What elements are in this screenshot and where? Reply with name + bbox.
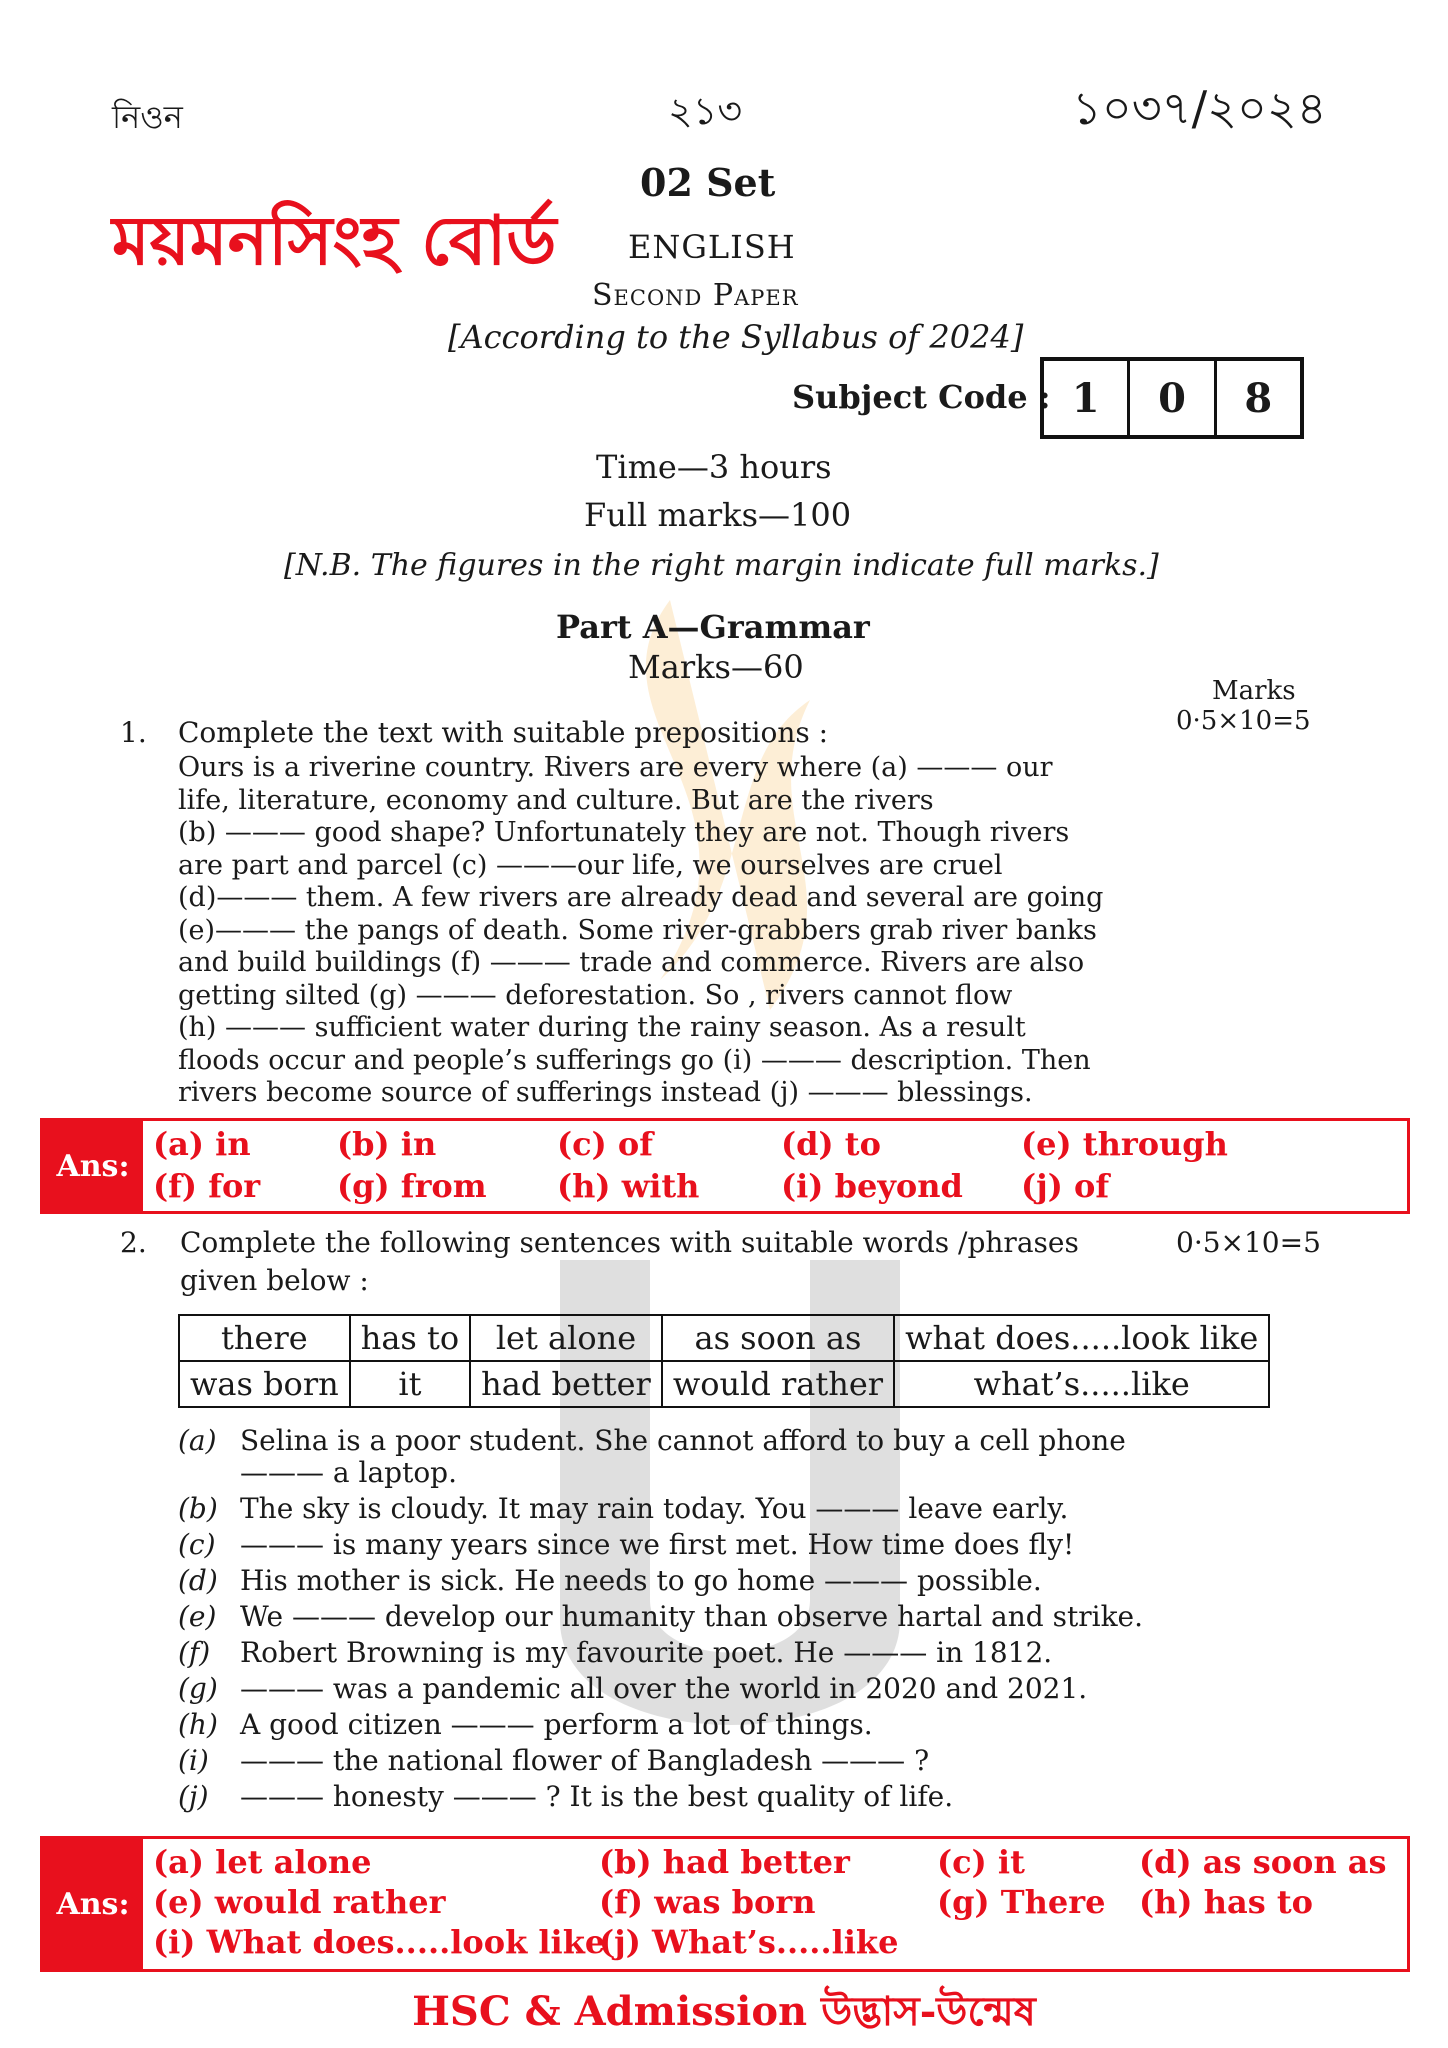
question-2-prompt-cont: given below : xyxy=(180,1264,369,1297)
item-text: ——— the national flower of Bangladesh ——— ? xyxy=(240,1744,930,1777)
item-text: ——— is many years since we first met. How time does fly! xyxy=(240,1528,1075,1561)
nb-note: [N.B. The figures in the right margin indicate full marks.] xyxy=(284,548,1159,583)
passage-line: (d)——— them. A few rivers are already dead and several are going xyxy=(178,882,1104,913)
word-bank-table xyxy=(178,1314,1270,1408)
word-bank-cell: has to xyxy=(350,1315,470,1361)
passage-line: getting silted (g) ——— deforestation. So , rivers cannot flow xyxy=(178,979,1013,1011)
item-letter: (i) xyxy=(178,1744,209,1777)
answer-item: (g) from xyxy=(337,1167,487,1205)
passage-line: (b) ——— good shape? Unfortunately they are not. Though rivers xyxy=(178,817,1070,848)
subject-code-digit: 8 xyxy=(1214,361,1300,435)
question-2-number: 2. xyxy=(120,1226,147,1259)
word-bank-cell: what’s.....like xyxy=(894,1361,1269,1407)
item-text: A good citizen ——— perform a lot of things. xyxy=(240,1708,873,1741)
word-bank-cell: there xyxy=(179,1315,350,1361)
answer-item: (i) beyond xyxy=(781,1167,963,1205)
passage-line: are part and parcel (c) ———our life, we ourselves are cruel xyxy=(178,849,1003,881)
part-marks: Marks—60 xyxy=(628,648,804,686)
sentence-item xyxy=(178,1780,953,1813)
answer-item: (d) to xyxy=(781,1125,881,1163)
answer-item: (e) through xyxy=(1021,1125,1228,1163)
passage-line: (h) ——— sufficient water during the rainy season. As a result xyxy=(178,1012,1026,1043)
footer-brand: HSC & Admission উদ্ভাস-উন্মেষ xyxy=(412,1988,1036,2035)
sentence-item xyxy=(178,1744,929,1777)
marks-column-label: Marks xyxy=(1212,676,1296,706)
item-letter: (j) xyxy=(178,1780,209,1813)
header-code: ১০৩৭/২০২৪ xyxy=(1072,81,1327,135)
question-1-passage xyxy=(178,752,1198,1110)
answer-item: (e) would rather xyxy=(153,1883,446,1921)
sentence-item xyxy=(178,1492,1068,1525)
sentence-item xyxy=(178,1564,1042,1597)
answer-item: (g) There xyxy=(937,1883,1106,1921)
answer-item: (j) What’s.....like xyxy=(599,1923,899,1961)
item-text: ——— was a pandemic all over the world in 2020 and 2021. xyxy=(240,1672,1088,1705)
item-text: We ——— develop our humanity than observe hartal and strike. xyxy=(240,1600,1143,1633)
question-2-prompt: Complete the following sentences with suitable words /phrases xyxy=(180,1226,1079,1259)
question-1-prompt: Complete the text with suitable prepositions : xyxy=(178,716,829,749)
answer-item: (h) has to xyxy=(1139,1883,1313,1921)
full-marks: Full marks—100 xyxy=(584,496,852,534)
word-bank-cell: was born xyxy=(179,1361,350,1407)
passage-line: floods occur and people’s sufferings go (i) ——— description. Then xyxy=(178,1044,1091,1076)
answer-item: (h) with xyxy=(557,1167,700,1205)
answer-item: (f) was born xyxy=(599,1883,816,1921)
set-label: 02 Set xyxy=(640,160,776,205)
word-bank-cell: it xyxy=(350,1361,470,1407)
item-letter: (h) xyxy=(178,1708,218,1741)
board-title: ময়মনসিংহ বোর্ড xyxy=(112,202,557,281)
item-text: ——— honesty ——— ? It is the best quality of life. xyxy=(240,1780,954,1813)
subject-code-box xyxy=(1040,357,1304,439)
word-bank-cell: let alone xyxy=(470,1315,662,1361)
passage-line: life, literature, economy and culture. But are the rivers xyxy=(178,784,934,816)
sentence-item xyxy=(178,1456,457,1489)
answer-item: (a) in xyxy=(153,1125,251,1163)
item-letter: (d) xyxy=(178,1564,218,1597)
item-text: Selina is a poor student. She cannot afford to buy a cell phone xyxy=(240,1424,1126,1457)
exam-time: Time—3 hours xyxy=(596,448,832,486)
item-letter: (b) xyxy=(178,1492,218,1525)
question-1-number: 1. xyxy=(120,716,147,749)
part-title: Part A—Grammar xyxy=(556,608,870,646)
word-bank-cell: would rather xyxy=(662,1361,894,1407)
question-2-marks: 0·5×10=5 xyxy=(1176,1226,1321,1259)
header-page-number: ২১৩ xyxy=(668,89,743,133)
item-letter: (c) xyxy=(178,1528,216,1561)
word-bank-cell: what does.....look like xyxy=(894,1315,1269,1361)
subject-title: ENGLISH xyxy=(628,228,796,266)
item-letter: (g) xyxy=(178,1672,218,1705)
item-letter: (f) xyxy=(178,1636,211,1669)
subject-code-digit: 1 xyxy=(1071,374,1100,422)
item-text: Robert Browning is my favourite poet. He ——— in 1812. xyxy=(240,1636,1053,1669)
passage-line: and build buildings (f) ——— trade and commerce. Rivers are also xyxy=(178,947,1085,978)
answer-box-2 xyxy=(40,1836,1410,1972)
syllabus-note: [According to the Syllabus of 2024] xyxy=(448,318,1024,356)
word-bank-row xyxy=(179,1361,1269,1407)
answer-item: (f) for xyxy=(153,1167,261,1205)
answer-item: (d) as soon as xyxy=(1139,1843,1387,1881)
sentence-item xyxy=(178,1636,1052,1669)
answer-item: (j) of xyxy=(1021,1167,1110,1205)
passage-line: rivers become source of sufferings instead (j) ——— blessings. xyxy=(178,1077,1033,1108)
answer-label: Ans: xyxy=(43,1121,143,1211)
sentence-item xyxy=(178,1600,1143,1633)
answer-item: (c) it xyxy=(937,1843,1025,1881)
item-text: ——— a laptop. xyxy=(240,1456,457,1489)
question-1-marks: 0·5×10=5 xyxy=(1176,706,1311,736)
sentence-item xyxy=(178,1672,1087,1705)
header-left-text: নিওন xyxy=(112,98,183,136)
item-letter: (e) xyxy=(178,1600,217,1633)
word-bank-row xyxy=(179,1315,1269,1361)
answer-label: Ans: xyxy=(43,1839,143,1969)
word-bank-cell: as soon as xyxy=(662,1315,894,1361)
answer-item: (c) of xyxy=(557,1125,654,1163)
word-bank-cell: had better xyxy=(470,1361,662,1407)
answer-item: (a) let alone xyxy=(153,1843,372,1881)
sentence-item xyxy=(178,1528,1074,1561)
paper-title: Second Paper xyxy=(592,278,799,313)
sentence-item xyxy=(178,1424,1126,1457)
sentence-item xyxy=(178,1708,873,1741)
passage-line: Ours is a riverine country. Rivers are every where (a) ——— our xyxy=(178,752,1053,783)
item-letter: (a) xyxy=(178,1424,217,1457)
answer-box-1 xyxy=(40,1118,1410,1214)
item-text: The sky is cloudy. It may rain today. You ——— leave early. xyxy=(240,1492,1069,1525)
subject-code-digit: 0 xyxy=(1127,361,1213,435)
answer-item: (b) had better xyxy=(599,1843,850,1881)
item-text: His mother is sick. He needs to go home ——— possible. xyxy=(240,1564,1042,1597)
subject-code-label: Subject Code : xyxy=(792,378,1051,416)
passage-line: (e)——— the pangs of death. Some river-grabbers grab river banks xyxy=(178,914,1097,946)
answer-item: (i) What does.....look like xyxy=(153,1923,606,1961)
answer-item: (b) in xyxy=(337,1125,437,1163)
